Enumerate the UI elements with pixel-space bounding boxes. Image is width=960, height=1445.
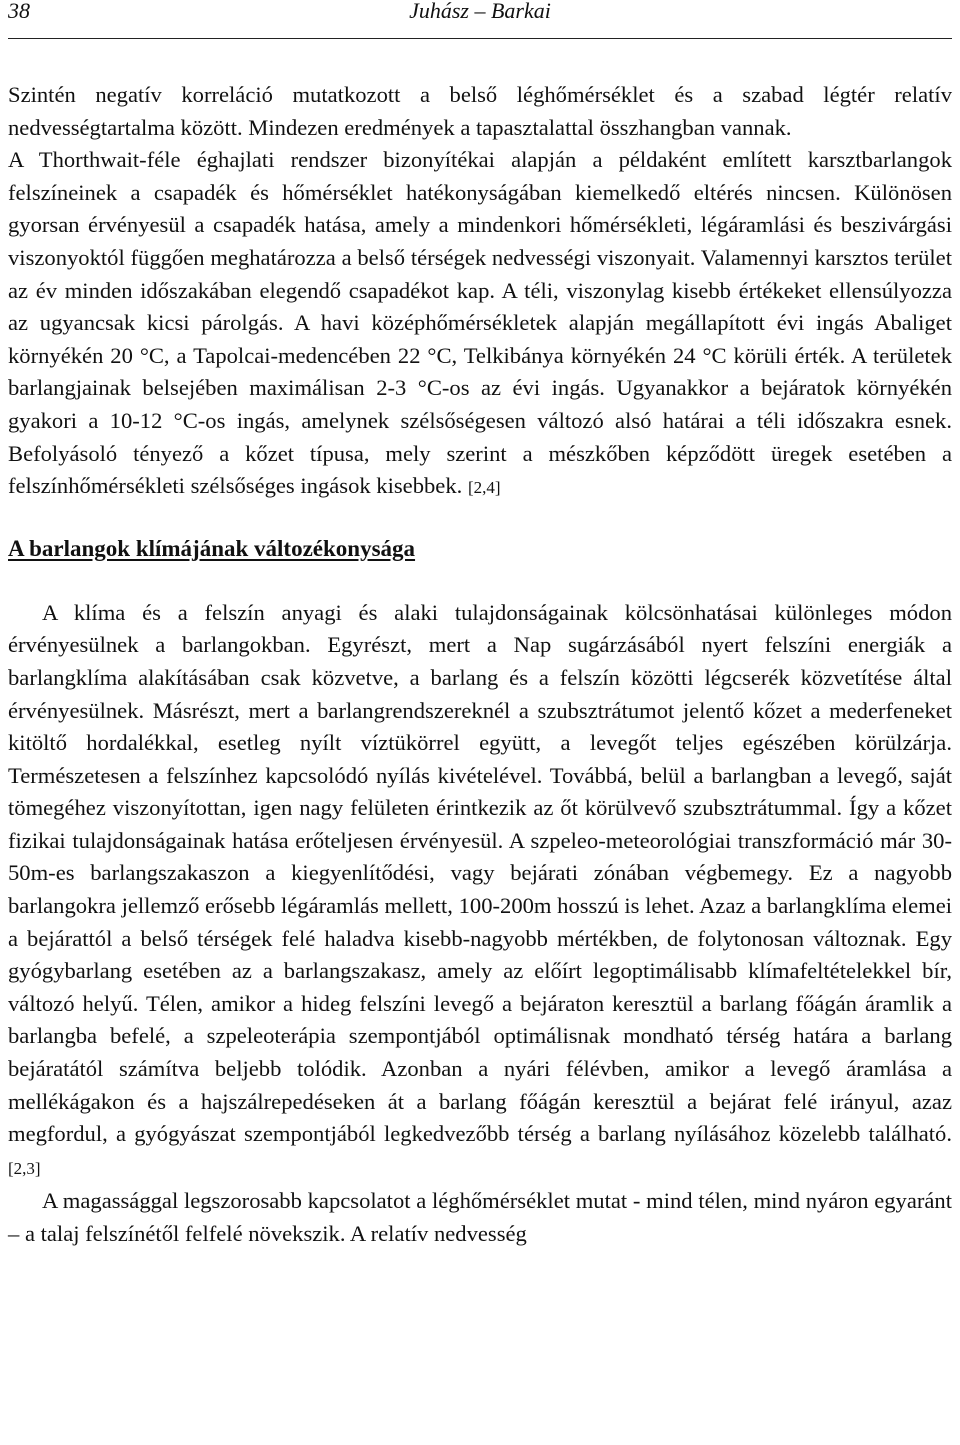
citation: [2,3] — [8, 1158, 41, 1178]
paragraph — [8, 79, 952, 144]
paragraph — [8, 144, 952, 505]
paragraph-text: A klíma és a felszín anyagi és alaki tulajdonságainak kölcsönhatásai különleges módon érvényesülnek a barlangokban. Egyrészt, mert a Nap sugárzásából nyert felszíni energiák a barlangklíma alakításában csak közvetve, a barlang és a felszín közötti légcserék közvetítése által érvényesülnek. Másrészt, mert a barlangrendszereknél a szubsztrátumot jelentő kőzet a mederfeneket kitöltő hordalékkal, esetleg nyílt víztükörrel együtt, a levegőt teljes egészében körülzárja. Természetesen a felszínhez kapcsolódó nyílás kivételével. Továbbá, belül a barlangban a levegő, saját tömegéhez viszonyítottan, igen nagy felületen érintkezik az őt körülvevő szubsztrátummal. Így a kőzet fizikai tulajdonságainak hatása erőteljesen érvényesül. A szpeleo-meteorológiai transzformáció már 30-50m-es barlangszakaszon a kiegyenlítődési, vagy bejárati zónában végbemegy. Ez a nagyobb barlangokra jellemző erősebb légáramlás mellett, 100-200m hosszú is lehet. Azaz a barlangklíma elemei a bejárattól a belső térségek felé haladva kisebb-nagyobb mértékben, de folytonosan változnak. Egy gyógybarlang esetében az a barlangszakasz, amely az előírt legoptimálisabb klímafeltételekkel bír, változó helyű. Télen, amikor a hideg felszíni levegő a bejáraton keresztül a barlang főágán áramlik a barlangba befelé, a szpeleoterápia szempontjából optimálisnak mondható térség határa a barlang bejáratától számítva beljebb tolódik. Azonban a nyári félévben, amikor a levegő áramlása a mellékágakon és a hajszálrepedéseken át a barlang főágán keresztül a bejárat felé irányul, azaz megfordul, a gyógyászat szempontjából legkedvezőbb térség a barlang nyílásához közelebb található. — [8, 599, 952, 1147]
body-text — [8, 79, 952, 1251]
section-heading: A barlangok klímájának változékonysága — [8, 535, 416, 561]
paragraph-text: A Thorthwait-féle éghajlati rendszer bizonyítékai alapján a példaként említett karsztbarlangok felszíneinek a csapadék és hőmérséklet hatékonyságában kiemelkedő eltérés nincsen. Különösen gyorsan érvényesül a csapadék hatása, amely a mindenkori hőmérsékleti, légáramlási és beszivárgási viszonyoktól függően meghatározza a belső térségek nedvességi viszonyait. Valamennyi karsztos terület az év minden időszakában elegendő csapadékot kap. A téli, viszonylag kisebb értékeket ellensúlyozza az ugyancsak kicsi párolgás. A havi középhőmérsékletek alapján megállapított évi ingás Abaliget környékén 20 °C, a Tapolcai-medencében 22 °C, Telkibánya környékén 24 °C körüli érték. A területek barlangjainak belsejében maximálisan 2-3 °C-os az évi ingás. Ugyanakkor a bejáratok környékén gyakori a 10-12 °C-os ingás, amelynek szélsőségesen változó alsó határai a téli időszakra esnek. Befolyásoló tényező a kőzet típusa, mely szerint a mészkőben képződött üregek esetében a felszínhőmérsékleti szélsőséges ingások kisebbek. — [8, 147, 952, 499]
document-page — [8, 0, 952, 1251]
running-title: Juhász – Barkai — [409, 0, 551, 23]
paragraph — [8, 1185, 952, 1250]
citation: [2,4] — [467, 478, 501, 498]
paragraph-text: Szintén negatív korreláció mutatkozott a belső léghőmérséklet és a szabad légtér relatív nedvességtartalma között. Mindezen eredmények a tapasztalattal összhangban vannak. — [8, 82, 952, 140]
paragraph — [8, 597, 952, 1186]
paragraph-text: A magassággal legszorosabb kapcsolatot a léghőmérséklet mutat - mind télen, mind nyáron egyaránt – a talaj felszínétől felfelé növekszik. A relatív nedvesség — [8, 1188, 952, 1246]
page-number: 38 — [8, 0, 30, 23]
running-header — [8, 0, 952, 39]
